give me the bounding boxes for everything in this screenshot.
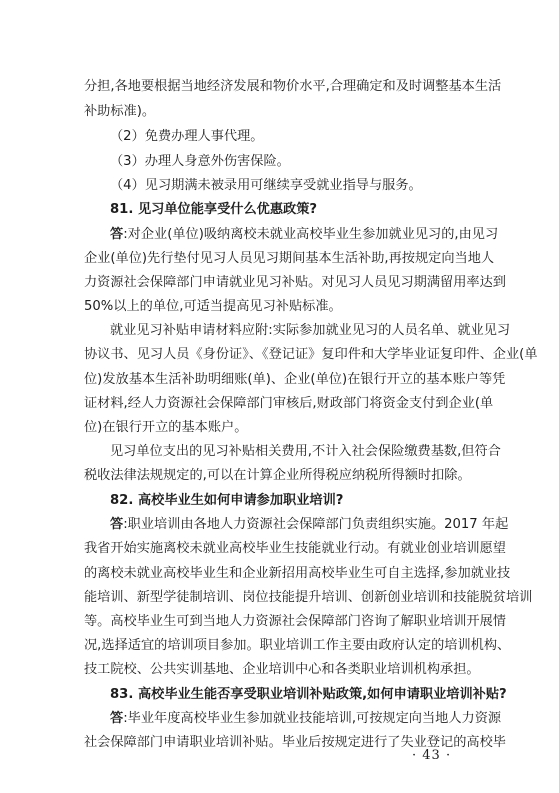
answer-label: 答: [110, 517, 124, 532]
answer-line: 答:毕业年度高校毕业生参加就业技能培训,可按规定向当地人力资源: [110, 711, 502, 726]
list-item: （4）见习期满未被录用可继续享受就业指导与服务。: [110, 178, 422, 193]
text-line: 位)在银行开立的基本账户。: [84, 420, 248, 435]
text-line: 补助标准)。: [84, 104, 156, 119]
text-line: 社会保障部门申请职业培训补贴。毕业后按规定进行了失业登记的高校毕: [84, 735, 506, 750]
text-line: 50%以上的单位,可适当提高见习补贴标准。: [84, 299, 342, 314]
text-line: 见习单位支出的见习补贴相关费用,不计入社会保险缴费基数,但符合: [110, 444, 501, 459]
text-line: 况,选择适宜的培训项目参加。职业培训工作主要由政府认定的培训机构、: [84, 638, 511, 653]
text-line: 税收法律法规规定的,可以在计算企业所得税应纳税所得额时扣除。: [84, 468, 471, 483]
text-line: 协议书、见习人员《身份证》、《登记证》复印件和大学毕业证复印件、企业(单: [84, 347, 538, 362]
list-item: （2）免费办理人事代理。: [110, 129, 264, 144]
text-line: 能培训、新型学徒制培训、岗位技能提升培训、创新创业培训和技能脱贫培训: [84, 590, 533, 605]
text-line: 我省开始实施离校未就业高校毕业生技能就业行动。有就业创业培训愿望: [84, 541, 506, 556]
text-line: 技工院校、公共实训基地、企业培训中心和各类职业培训机构承担。: [84, 662, 480, 677]
text-line: 分担,各地要根据当地经济发展和物价水平,合理确定和及时调整基本生活: [84, 79, 502, 94]
answer-label: 答: [110, 711, 124, 726]
answer-label: 答: [110, 227, 124, 242]
answer-line: 答:职业培训由各地人力资源社会保障部门负责组织实施。2017 年起: [110, 517, 509, 532]
text-line: 位)发放基本生活补助明细账(单)、企业(单位)在银行开立的基本账户等凭: [84, 372, 506, 387]
text-line: 等。高校毕业生可到当地人力资源社会保障部门咨询了解职业培训开展情: [84, 614, 506, 629]
answer-line: 答:对企业(单位)吸纳离校未就业高校毕业生参加就业见习的,由见习: [110, 227, 499, 242]
text-line: 证材料,经人力资源社会保障部门审核后,财政部门将资金支付到企业(单: [84, 396, 494, 411]
question-heading: 81. 见习单位能享受什么优惠政策?: [110, 202, 318, 217]
question-heading: 82. 高校毕业生如何申请参加职业培训?: [110, 493, 344, 508]
list-item: （3）办理人身意外伤害保险。: [110, 154, 290, 169]
page-number: · 43 ·: [412, 748, 452, 763]
text-line: 就业见习补贴申请材料应附:实际参加就业见习的人员名单、就业见习: [110, 323, 511, 338]
text-line: 的离校未就业高校毕业生和企业新招用高校毕业生可自主选择,参加就业技: [84, 566, 511, 581]
question-heading: 83. 高校毕业生能否享受职业培训补贴政策,如何申请职业培训补贴?: [110, 687, 507, 702]
text-line: 力资源社会保障部门申请就业见习补贴。对见习人员见习期满留用率达到: [84, 275, 506, 290]
text-line: 企业(单位)先行垫付见习人员见习期间基本生活补助,再按规定向当地人: [84, 251, 495, 266]
